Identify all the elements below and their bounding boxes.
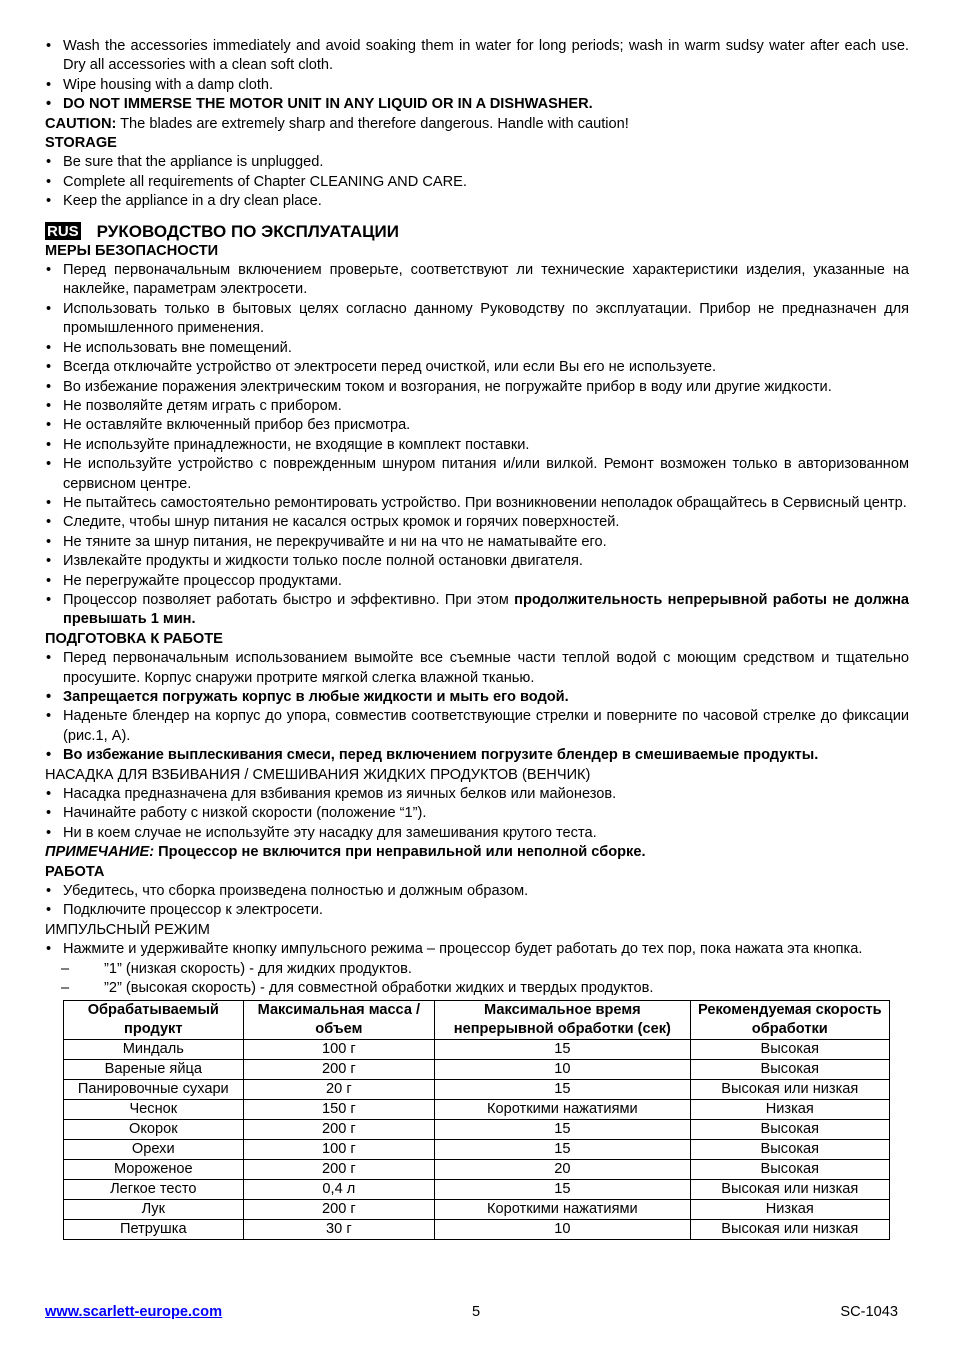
- table-row: [64, 1139, 890, 1159]
- whisk-heading: НАСАДКА ДЛЯ ВЗБИВАНИЯ / СМЕШИВАНИЯ ЖИДКИХ ПРОДУКТОВ (ВЕНЧИК): [45, 766, 591, 783]
- table-cell: Высокая или низкая: [690, 1219, 889, 1239]
- column-header: Обрабатываемый продукт: [64, 1000, 244, 1039]
- list-item: • DO NOT IMMERSE THE MOTOR UNIT IN ANY LIQUID OR IN A DISHWASHER.: [45, 95, 909, 114]
- table-body: [64, 1039, 890, 1239]
- table-row: [64, 1099, 890, 1119]
- list-item: • Не пытайтесь самостоятельно ремонтировать устройство. При возникновении неполадок обращайтесь в Сервисный центр.: [45, 494, 909, 513]
- storage-list: [45, 153, 909, 211]
- whisk-list: [45, 785, 909, 843]
- table-cell: 200 г: [243, 1119, 435, 1139]
- list-item: • Be sure that the appliance is unplugged.: [45, 153, 909, 172]
- table-cell: 15: [435, 1039, 690, 1059]
- storage-heading: STORAGE: [45, 135, 117, 152]
- table-cell: Высокая: [690, 1119, 889, 1139]
- manual-title: РУКОВОДСТВО ПО ЭКСПЛУАТАЦИИ: [96, 221, 399, 241]
- work-list: [45, 882, 909, 921]
- column-header: Максимальное время непрерывной обработки (сек): [435, 1000, 690, 1039]
- website-link[interactable]: www.scarlett-europe.com: [45, 1304, 223, 1320]
- table-header-row: [64, 1000, 890, 1039]
- list-item: • Насадка предназначена для взбивания кремов из яичных белков или майонезов.: [45, 785, 909, 804]
- table-row: [64, 1179, 890, 1199]
- table-cell: Низкая: [690, 1199, 889, 1219]
- table-cell: 15: [435, 1179, 690, 1199]
- list-item: • Complete all requirements of Chapter CLEANING AND CARE.: [45, 173, 909, 192]
- safety-last-item: • Процессор позволяет работать быстро и эффективно. При этом продолжительность непрерывной работы не должна превышать 1 мин.: [45, 591, 909, 630]
- list-item: – ”2” (высокая скорость) - для совместной обработки жидких и твердых продуктов.: [45, 979, 909, 998]
- safety-heading: МЕРЫ БЕЗОПАСНОСТИ: [45, 242, 219, 259]
- processing-table: [63, 1000, 890, 1240]
- table-row: [64, 1159, 890, 1179]
- table-cell: Высокая: [690, 1159, 889, 1179]
- table-cell: Чеснок: [64, 1099, 244, 1119]
- table-cell: 20 г: [243, 1079, 435, 1099]
- list-item: • Keep the appliance in a dry clean place.: [45, 192, 909, 211]
- table-cell: Окорок: [64, 1119, 244, 1139]
- table-cell: Короткими нажатиями: [435, 1199, 690, 1219]
- care-list: [45, 37, 909, 115]
- pulse-item: • Нажмите и удерживайте кнопку импульсного режима – процессор будет работать до тех пор, пока нажата эта кнопка.: [45, 940, 909, 959]
- table-cell: Легкое тесто: [64, 1179, 244, 1199]
- table-cell: 100 г: [243, 1139, 435, 1159]
- table-row: [64, 1119, 890, 1139]
- list-item: • Подключите процессор к электросети.: [45, 901, 909, 920]
- list-item: • Извлекайте продукты и жидкости только после полной остановки двигателя.: [45, 552, 909, 571]
- table-row: [64, 1039, 890, 1059]
- table-cell: Высокая: [690, 1139, 889, 1159]
- column-header: Максимальная масса / объем: [243, 1000, 435, 1039]
- table-cell: Высокая или низкая: [690, 1079, 889, 1099]
- list-item: • Перед первоначальным использованием вымойте все съемные части теплой водой с моющим средством и тщательно просушите. Корпус снаружи протрите мягкой слегка влажной тканью.: [45, 649, 909, 688]
- table-cell: 100 г: [243, 1039, 435, 1059]
- rus-section-title: [45, 221, 909, 242]
- table-cell: 15: [435, 1079, 690, 1099]
- pulse-heading: ИМПУЛЬСНЫЙ РЕЖИМ: [45, 921, 210, 938]
- rus-badge: RUS: [47, 223, 79, 241]
- table-cell: 30 г: [243, 1219, 435, 1239]
- safety-list: [45, 261, 909, 591]
- list-item: • Не позволяйте детям играть с прибором.: [45, 397, 909, 416]
- table-cell: 10: [435, 1059, 690, 1079]
- list-item: • Во избежание выплескивания смеси, перед включением погрузите блендер в смешиваемые продукты.: [45, 746, 909, 765]
- table-row: [64, 1059, 890, 1079]
- list-item: • Наденьте блендер на корпус до упора, совместив соответствующие стрелки и поверните по часовой стрелке до фиксации (рис.1, A).: [45, 707, 909, 746]
- table-cell: 0,4 л: [243, 1179, 435, 1199]
- table-cell: Лук: [64, 1199, 244, 1219]
- list-item: – ”1” (низкая скорость) - для жидких продуктов.: [45, 960, 909, 979]
- page-number: 5: [472, 1304, 481, 1320]
- table-cell: 200 г: [243, 1159, 435, 1179]
- list-item: • Следите, чтобы шнур питания не касался острых кромок и горячих поверхностей.: [45, 513, 909, 532]
- list-item: • Не перегружайте процессор продуктами.: [45, 572, 909, 591]
- list-item: • Не тяните за шнур питания, не перекручивайте и ни на что не наматывайте его.: [45, 533, 909, 552]
- table-cell: Высокая или низкая: [690, 1179, 889, 1199]
- list-item: • Не используйте принадлежности, не входящие в комплект поставки.: [45, 436, 909, 455]
- pulse-sublist: [45, 960, 909, 999]
- table-cell: Панировочные сухари: [64, 1079, 244, 1099]
- work-heading: РАБОТА: [45, 863, 105, 880]
- table-row: [64, 1199, 890, 1219]
- list-item: • Использовать только в бытовых целях согласно данному Руководству по эксплуатации. Прибор не предназначен для промышленного применения.: [45, 300, 909, 339]
- table-cell: Миндаль: [64, 1039, 244, 1059]
- table-cell: 200 г: [243, 1059, 435, 1079]
- table-cell: 10: [435, 1219, 690, 1239]
- list-item: • Wipe housing with a damp cloth.: [45, 76, 909, 95]
- list-item: • Начинайте работу с низкой скорости (положение “1”).: [45, 804, 909, 823]
- note-line: ПРИМЕЧАНИЕ: Процессор не включится при неправильной или неполной сборке.: [45, 844, 646, 861]
- list-item: • Убедитесь, что сборка произведена полностью и должным образом.: [45, 882, 909, 901]
- list-item: • Всегда отключайте устройство от электросети перед очисткой, или если Вы его не используете.: [45, 358, 909, 377]
- list-item: • Ни в коем случае не используйте эту насадку для замешивания крутого теста.: [45, 824, 909, 843]
- list-item: • Запрещается погружать корпус в любые жидкости и мыть его водой.: [45, 688, 909, 707]
- model-number: SC-1043: [840, 1304, 898, 1320]
- table-cell: Высокая: [690, 1039, 889, 1059]
- list-item: • Не используйте устройство с поврежденным шнуром питания и/или вилкой. Ремонт возможен только в авторизованном сервисном центре.: [45, 455, 909, 494]
- column-header: Рекомендуемая скорость обработки: [690, 1000, 889, 1039]
- list-item: • Не использовать вне помещений.: [45, 339, 909, 358]
- caution-line: CAUTION: The blades are extremely sharp and therefore dangerous. Handle with caution!: [45, 115, 629, 132]
- table-cell: 15: [435, 1119, 690, 1139]
- table-cell: Мороженое: [64, 1159, 244, 1179]
- table-cell: Вареные яйца: [64, 1059, 244, 1079]
- list-item: • Во избежание поражения электрическим током и возгорания, не погружайте прибор в воду или другие жидкости.: [45, 378, 909, 397]
- table-cell: 150 г: [243, 1099, 435, 1119]
- list-item: • Wash the accessories immediately and avoid soaking them in water for long periods; wash in warm sudsy water after each use. Dry all accessories with a clean soft cloth.: [45, 37, 909, 76]
- list-item: • Не оставляйте включенный прибор без присмотра.: [45, 416, 909, 435]
- table-cell: 20: [435, 1159, 690, 1179]
- list-item: • Перед первоначальным включением проверьте, соответствуют ли технические характеристики изделия, указанные на наклейке, параметрам электросети.: [45, 261, 909, 300]
- prep-list: [45, 649, 909, 765]
- table-cell: Орехи: [64, 1139, 244, 1159]
- table-cell: Высокая: [690, 1059, 889, 1079]
- table-cell: 200 г: [243, 1199, 435, 1219]
- document-body: [45, 37, 909, 1240]
- table-row: [64, 1219, 890, 1239]
- prep-heading: ПОДГОТОВКА К РАБОТЕ: [45, 630, 223, 647]
- table-row: [64, 1079, 890, 1099]
- table-cell: Петрушка: [64, 1219, 244, 1239]
- table-cell: Низкая: [690, 1099, 889, 1119]
- table-cell: Короткими нажатиями: [435, 1099, 690, 1119]
- table-cell: 15: [435, 1139, 690, 1159]
